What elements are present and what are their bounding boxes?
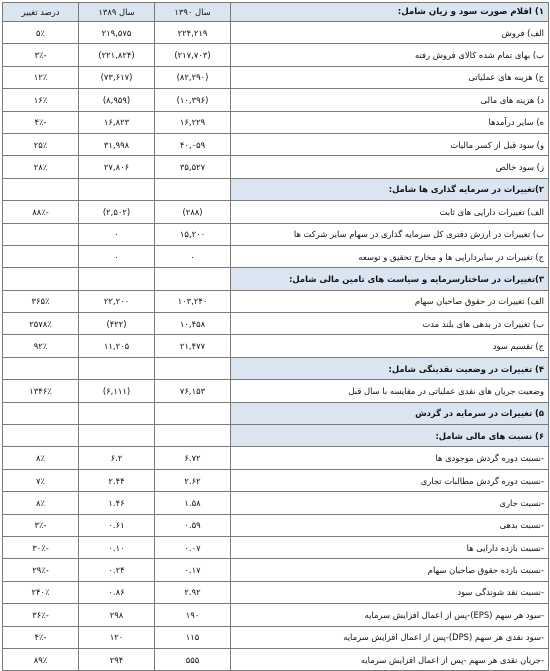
row-value-1389: ۲۹۴ <box>79 648 155 670</box>
table-row <box>3 469 549 491</box>
row-description: ه) سایر درآمدها <box>231 111 549 133</box>
row-description: ج) هزینه های عملیاتی <box>231 66 549 88</box>
row-value-1389: ۰.۲۴ <box>79 559 155 581</box>
row-description: الف) تغییرات در حقوق صاحبان سهام <box>231 290 549 312</box>
row-description: الف) فروش <box>231 22 549 44</box>
row-value-1390: (۲۱۷,۷۰۳) <box>155 44 231 66</box>
row-description: ۵) تغییرات در سرمایه در گردش <box>231 402 549 424</box>
row-percent-change: -۴٪ <box>3 111 79 133</box>
row-percent-change <box>3 357 79 379</box>
row-percent-change: ۸٪ <box>3 447 79 469</box>
table-row <box>3 380 549 402</box>
row-description: وضعیت جریان های نقدی عملیاتی در مقایسه با سال قبل <box>231 380 549 402</box>
row-value-1389: (۷۳,۶۱۷) <box>79 66 155 88</box>
row-percent-change: -۸۸٪ <box>3 201 79 223</box>
row-description: ج) تغییرات در سایردارایی ها و مخارج تحقیق و توسعه <box>231 245 549 267</box>
row-value-1390 <box>155 178 231 200</box>
row-percent-change: ۳۶۵٪ <box>3 290 79 312</box>
row-value-1390: ۱۱۵ <box>155 626 231 648</box>
table-row <box>3 335 549 357</box>
row-value-1389 <box>79 178 155 200</box>
table-row <box>3 245 549 267</box>
row-percent-change: ۱۲٪ <box>3 66 79 88</box>
row-value-1390: (۱۰,۳۹۶) <box>155 89 231 111</box>
row-value-1389: ۲۷,۸۰۶ <box>79 156 155 178</box>
header-year-1389: سال ۱۳۸۹ <box>79 3 155 22</box>
row-value-1389: ۰.۸۶ <box>79 581 155 603</box>
section-header-row <box>3 357 549 379</box>
row-percent-change <box>3 425 79 447</box>
table-row <box>3 111 549 133</box>
table-row <box>3 89 549 111</box>
row-value-1389: (۶,۱۱۱) <box>79 380 155 402</box>
table-row <box>3 581 549 603</box>
row-value-1389: (۲۲۱,۸۲۴) <box>79 44 155 66</box>
row-description: و) سود قبل از کسر مالیات <box>231 133 549 155</box>
financial-report-table-container <box>2 2 548 671</box>
row-value-1389 <box>79 268 155 290</box>
row-description: ۶) نسبت های مالی شامل: <box>231 425 549 447</box>
row-percent-change <box>3 178 79 200</box>
section-header-row <box>3 268 549 290</box>
row-percent-change: ۲۸٪ <box>3 156 79 178</box>
row-value-1389: ۱۶,۸۲۳ <box>79 111 155 133</box>
row-description: -نسبت دوره گردش موجودی ها <box>231 447 549 469</box>
row-percent-change <box>3 245 79 267</box>
row-value-1389: (۸,۹۵۹) <box>79 89 155 111</box>
row-value-1389 <box>79 357 155 379</box>
section-header-row <box>3 402 549 424</box>
row-value-1390: ۰.۰۷ <box>155 536 231 558</box>
row-value-1390: ۳۵,۵۲۷ <box>155 156 231 178</box>
row-value-1390 <box>155 402 231 424</box>
row-value-1389: ۰.۱۰ <box>79 536 155 558</box>
row-description: الف) تغییرات دارایی های ثابت <box>231 201 549 223</box>
row-description: -نسبت بازده دارایی ها <box>231 536 549 558</box>
row-description: ج) تقسیم سود <box>231 335 549 357</box>
row-value-1390: ۱۵,۲۰۰ <box>155 223 231 245</box>
row-value-1390: ۱۰,۴۵۸ <box>155 313 231 335</box>
row-value-1389: ۰.۶۱ <box>79 514 155 536</box>
row-percent-change: ۸٪ <box>3 492 79 514</box>
row-description: -سود نقدی هر سهم (DPS)-پس از اعمال افزایش سرمایه <box>231 626 549 648</box>
row-value-1389: ۱.۴۶ <box>79 492 155 514</box>
row-value-1390 <box>155 357 231 379</box>
row-value-1390: (۲۸۸) <box>155 201 231 223</box>
row-value-1390: ۰ <box>155 245 231 267</box>
row-value-1390: ۵۵۵ <box>155 648 231 670</box>
row-value-1389: ۰ <box>79 223 155 245</box>
row-description: ز) سود خالص <box>231 156 549 178</box>
table-row <box>3 536 549 558</box>
row-value-1389: ۲۹۸ <box>79 604 155 626</box>
row-value-1389 <box>79 425 155 447</box>
row-value-1389: ۱۱,۲۰۵ <box>79 335 155 357</box>
header-description: ۱) اقلام صورت سود و زیان شامل: <box>231 3 549 22</box>
row-value-1390 <box>155 268 231 290</box>
row-description: -سود هر سهم (EPS)-پس از اعمال افزایش سرمایه <box>231 604 549 626</box>
row-description: د) هزینه های مالی <box>231 89 549 111</box>
row-description: -نسبت نقد شوندگی سود <box>231 581 549 603</box>
row-description: ب) تغییرات در ارزش دفتری کل سرمایه گذاری در سهام سایر شرکت ها <box>231 223 549 245</box>
table-row <box>3 559 549 581</box>
row-description: ب) بهای تمام شده کالای فروش رفته <box>231 44 549 66</box>
header-year-1390: سال ۱۳۹۰ <box>155 3 231 22</box>
row-value-1390: (۸۲,۲۹۰) <box>155 66 231 88</box>
section-header-row <box>3 178 549 200</box>
table-row <box>3 156 549 178</box>
row-percent-change: -۴٪ <box>3 626 79 648</box>
row-percent-change: -۳۰٪ <box>3 536 79 558</box>
row-value-1390: ۴۰,۰۵۹ <box>155 133 231 155</box>
table-row <box>3 648 549 670</box>
row-percent-change <box>3 268 79 290</box>
table-row <box>3 44 549 66</box>
table-body <box>3 22 549 671</box>
row-description: ۲)تغییرات در سرمایه گذاری ها شامل: <box>231 178 549 200</box>
table-row <box>3 604 549 626</box>
row-value-1390: ۱۹۰ <box>155 604 231 626</box>
row-description: ۳)تغییرات در ساختارسرمایه و سیاست های تامین مالی شامل: <box>231 268 549 290</box>
row-percent-change: ۲۴۰٪ <box>3 581 79 603</box>
row-value-1390: ۱۰۳,۲۴۰ <box>155 290 231 312</box>
table-row <box>3 66 549 88</box>
table-row <box>3 514 549 536</box>
table-row <box>3 290 549 312</box>
row-description: ۴) تغییرات در وضعیت نقدینگی شامل: <box>231 357 549 379</box>
row-value-1389: ۲۱۹,۵۷۵ <box>79 22 155 44</box>
row-value-1390: ۶.۷۲ <box>155 447 231 469</box>
row-description: -جریان نقدی هر سهم -پس از اعمال افزایش سرمایه <box>231 648 549 670</box>
row-percent-change: -۳٪ <box>3 514 79 536</box>
table-row <box>3 447 549 469</box>
row-value-1389: ۰ <box>79 245 155 267</box>
row-percent-change: -۳٪ <box>3 44 79 66</box>
row-value-1390: ۲.۶۲ <box>155 469 231 491</box>
row-description: -نسبت بدهی <box>231 514 549 536</box>
row-value-1389: ۳۱,۹۹۸ <box>79 133 155 155</box>
section-header-row <box>3 425 549 447</box>
row-description: ب) تغییرات در بدهی های بلند مدت <box>231 313 549 335</box>
row-percent-change <box>3 402 79 424</box>
row-percent-change: ۸۹٪ <box>3 648 79 670</box>
row-value-1389: ۲۲,۲۰۰ <box>79 290 155 312</box>
row-percent-change: ۲۵۷۸٪ <box>3 313 79 335</box>
table-row <box>3 133 549 155</box>
row-percent-change: -۲۹٪ <box>3 559 79 581</box>
financial-report-table <box>2 2 549 671</box>
row-percent-change: -۳۶٪ <box>3 604 79 626</box>
row-percent-change: ۱۶٪ <box>3 89 79 111</box>
table-row <box>3 201 549 223</box>
row-description: -نسبت جاری <box>231 492 549 514</box>
row-value-1390: ۲.۹۲ <box>155 581 231 603</box>
row-description: -نسبت بازده حقوق صاحبان سهام <box>231 559 549 581</box>
row-percent-change: ۵٪ <box>3 22 79 44</box>
header-row <box>3 3 549 22</box>
row-value-1390: ۲۱,۴۷۷ <box>155 335 231 357</box>
row-percent-change: ۹۲٪ <box>3 335 79 357</box>
row-value-1390: ۱.۵۸ <box>155 492 231 514</box>
row-value-1389: ۱۲۰ <box>79 626 155 648</box>
row-value-1389 <box>79 402 155 424</box>
row-value-1390: ۲۲۴,۲۱۹ <box>155 22 231 44</box>
table-row <box>3 223 549 245</box>
table-row <box>3 492 549 514</box>
row-percent-change: ۷٪ <box>3 469 79 491</box>
row-percent-change: ۲۵٪ <box>3 133 79 155</box>
row-value-1390: ۰.۱۷ <box>155 559 231 581</box>
row-value-1389: ۶.۲ <box>79 447 155 469</box>
row-description: -نسبت دوره گردش مطالبات تجاری <box>231 469 549 491</box>
row-percent-change <box>3 223 79 245</box>
table-row <box>3 313 549 335</box>
row-value-1389: (۴۲۲) <box>79 313 155 335</box>
row-value-1390: ۰.۵۹ <box>155 514 231 536</box>
row-value-1390: ۷۶,۱۵۳ <box>155 380 231 402</box>
row-value-1389: ۲.۴۴ <box>79 469 155 491</box>
table-row <box>3 22 549 44</box>
row-percent-change: ۱۳۴۶٪ <box>3 380 79 402</box>
row-value-1389: (۲,۵۰۲) <box>79 201 155 223</box>
header-percent-change: درصد تغییر <box>3 3 79 22</box>
row-value-1390: ۱۶,۲۲۹ <box>155 111 231 133</box>
row-value-1390 <box>155 425 231 447</box>
table-row <box>3 626 549 648</box>
